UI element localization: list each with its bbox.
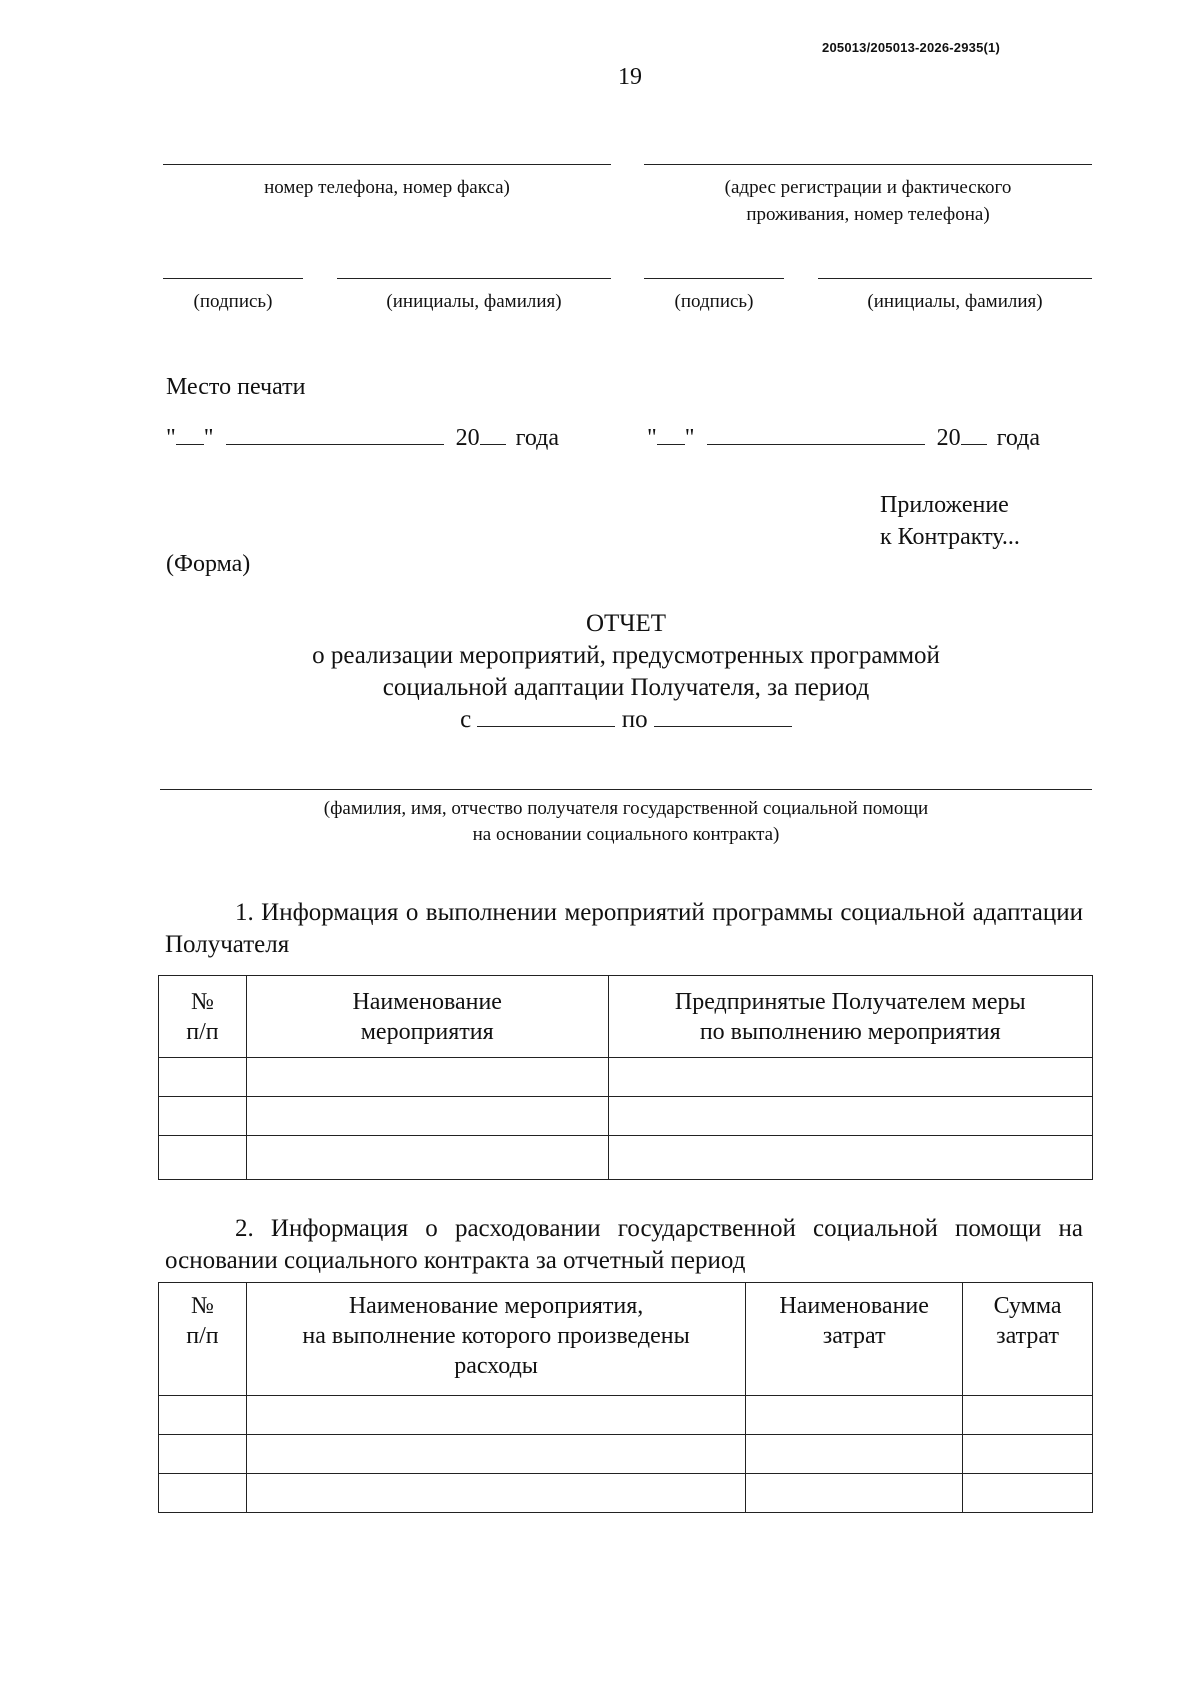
col-number-line2: п/п: [186, 1323, 219, 1349]
col-measures-line1: Предпринятые Получателем меры: [674, 988, 1026, 1015]
phone-fax-line: [163, 164, 611, 165]
left-date-quote-open: ": [166, 425, 176, 451]
col-cost-name-line1: Наименование: [779, 1293, 929, 1319]
table-cell[interactable]: [159, 1396, 247, 1435]
col-activity-expense-line3: расходы: [454, 1353, 538, 1379]
col-measures-header: [608, 976, 1092, 1058]
period-to-label: по: [621, 706, 648, 733]
table-row: [159, 1058, 1093, 1097]
left-initials-line: [337, 278, 611, 279]
col-number-header: [159, 976, 247, 1058]
right-year-prefix: 20: [936, 425, 961, 451]
col-cost-name-header: [746, 1283, 963, 1396]
right-day-blank: [657, 424, 685, 445]
table-cell[interactable]: [246, 1136, 608, 1180]
col-cost-sum-header: [963, 1283, 1093, 1396]
table-cell[interactable]: [159, 1097, 247, 1136]
expenses-table: [158, 1282, 1093, 1513]
report-period: [160, 704, 1092, 736]
right-date-quote-open: ": [647, 425, 657, 451]
period-to-blank: [654, 704, 792, 727]
expenses-table-header: [159, 1283, 1093, 1396]
recipient-name-line: [160, 789, 1092, 790]
col-activity-expense-line2: на выполнение которого произведены: [302, 1323, 690, 1349]
document-id: 205013/205013-2026-2935(1): [822, 40, 1000, 55]
report-title-block: [160, 608, 1092, 736]
table-cell[interactable]: [246, 1396, 745, 1435]
right-month-blank: [707, 424, 925, 445]
table-row: [159, 1097, 1093, 1136]
address-caption: [644, 174, 1092, 228]
table-cell[interactable]: [246, 1058, 608, 1097]
left-day-blank: [176, 424, 204, 445]
table-cell[interactable]: [246, 1474, 745, 1513]
table-cell[interactable]: [746, 1435, 963, 1474]
table-cell[interactable]: [246, 1097, 608, 1136]
section1-heading-text: 1. Информация о выполнении мероприятий программы социальной адаптации Получателя: [165, 899, 1083, 958]
recipient-caption: [160, 796, 1092, 848]
right-date-quote-close: ": [684, 425, 695, 451]
col-cost-sum-line2: затрат: [996, 1323, 1059, 1349]
right-year-word: года: [996, 425, 1041, 451]
table-cell[interactable]: [963, 1474, 1093, 1513]
phone-fax-caption: номер телефона, номер факса): [264, 177, 510, 198]
address-line: [644, 164, 1092, 165]
right-initials-caption: (инициалы, фамилия): [867, 291, 1043, 312]
table-cell[interactable]: [608, 1058, 1092, 1097]
report-title: ОТЧЕТ: [585, 610, 667, 637]
right-year-blank: [961, 424, 987, 445]
activities-table-header: [159, 976, 1093, 1058]
report-subtitle-line2: социальной адаптации Получателя, за период: [382, 674, 870, 701]
left-signature-line: [163, 278, 303, 279]
left-month-blank: [226, 424, 444, 445]
col-number-header: [159, 1283, 247, 1396]
left-year-blank: [480, 424, 506, 445]
col-activity-expense-header: [246, 1283, 745, 1396]
col-number-line1: №: [190, 1293, 214, 1319]
appendix-label: [880, 489, 1020, 553]
left-initials-caption: (инициалы, фамилия): [386, 291, 562, 312]
table-row: [159, 1435, 1093, 1474]
left-signature-caption: (подпись): [193, 291, 273, 312]
col-number-line1: №: [190, 988, 214, 1015]
table-cell[interactable]: [246, 1435, 745, 1474]
col-number-line2: п/п: [186, 1018, 219, 1045]
col-cost-sum-line1: Сумма: [993, 1293, 1062, 1319]
table-cell[interactable]: [746, 1396, 963, 1435]
section1-heading: [165, 897, 1083, 961]
table-cell[interactable]: [608, 1136, 1092, 1180]
left-year-prefix: 20: [455, 425, 480, 451]
page-number: 19: [618, 64, 642, 90]
recipient-caption-line2: на основании социального контракта): [472, 824, 780, 845]
table-cell[interactable]: [159, 1435, 247, 1474]
appendix-line1: Приложение: [880, 492, 1009, 518]
report-subtitle-line1: о реализации мероприятий, предусмотренных программой: [312, 642, 940, 669]
table-cell[interactable]: [608, 1097, 1092, 1136]
period-from-label: с: [460, 706, 472, 733]
right-initials-line: [818, 278, 1092, 279]
form-label: (Форма): [166, 551, 251, 577]
section2-heading: [165, 1213, 1083, 1277]
recipient-caption-line1: (фамилия, имя, отчество получателя государственной социальной помощи: [323, 798, 929, 819]
table-row: [159, 1474, 1093, 1513]
appendix-line2: к Контракту...: [880, 524, 1020, 550]
left-date-row: [166, 424, 559, 452]
col-measures-line2: по выполнению мероприятия: [699, 1018, 1001, 1045]
table-cell[interactable]: [746, 1474, 963, 1513]
col-activity-expense-line1: Наименование мероприятия,: [348, 1293, 644, 1319]
activities-table: [158, 975, 1093, 1180]
table-row: [159, 1136, 1093, 1180]
col-activity-name-header: [246, 976, 608, 1058]
right-signature-line: [644, 278, 784, 279]
table-cell[interactable]: [159, 1136, 247, 1180]
col-activity-name-line2: мероприятия: [360, 1018, 494, 1045]
table-cell[interactable]: [159, 1474, 247, 1513]
col-activity-name-line1: Наименование: [352, 988, 502, 1015]
table-cell[interactable]: [159, 1058, 247, 1097]
section2-heading-text: 2. Информация о расходовании государственной социальной помощи на основании социального контракта за отчетный период: [165, 1215, 1083, 1274]
right-signature-caption: (подпись): [674, 291, 754, 312]
left-year-word: года: [515, 425, 560, 451]
table-row: [159, 1396, 1093, 1435]
seal-label: Место печати: [166, 374, 306, 400]
table-cell[interactable]: [963, 1396, 1093, 1435]
left-date-quote-close: ": [203, 425, 214, 451]
col-cost-name-line2: затрат: [822, 1323, 886, 1349]
period-from-blank: [477, 704, 615, 727]
address-caption-line2: проживания, номер телефона): [746, 204, 990, 225]
right-date-row: [647, 424, 1040, 452]
table-cell[interactable]: [963, 1435, 1093, 1474]
address-caption-line1: (адрес регистрации и фактического: [724, 177, 1012, 198]
